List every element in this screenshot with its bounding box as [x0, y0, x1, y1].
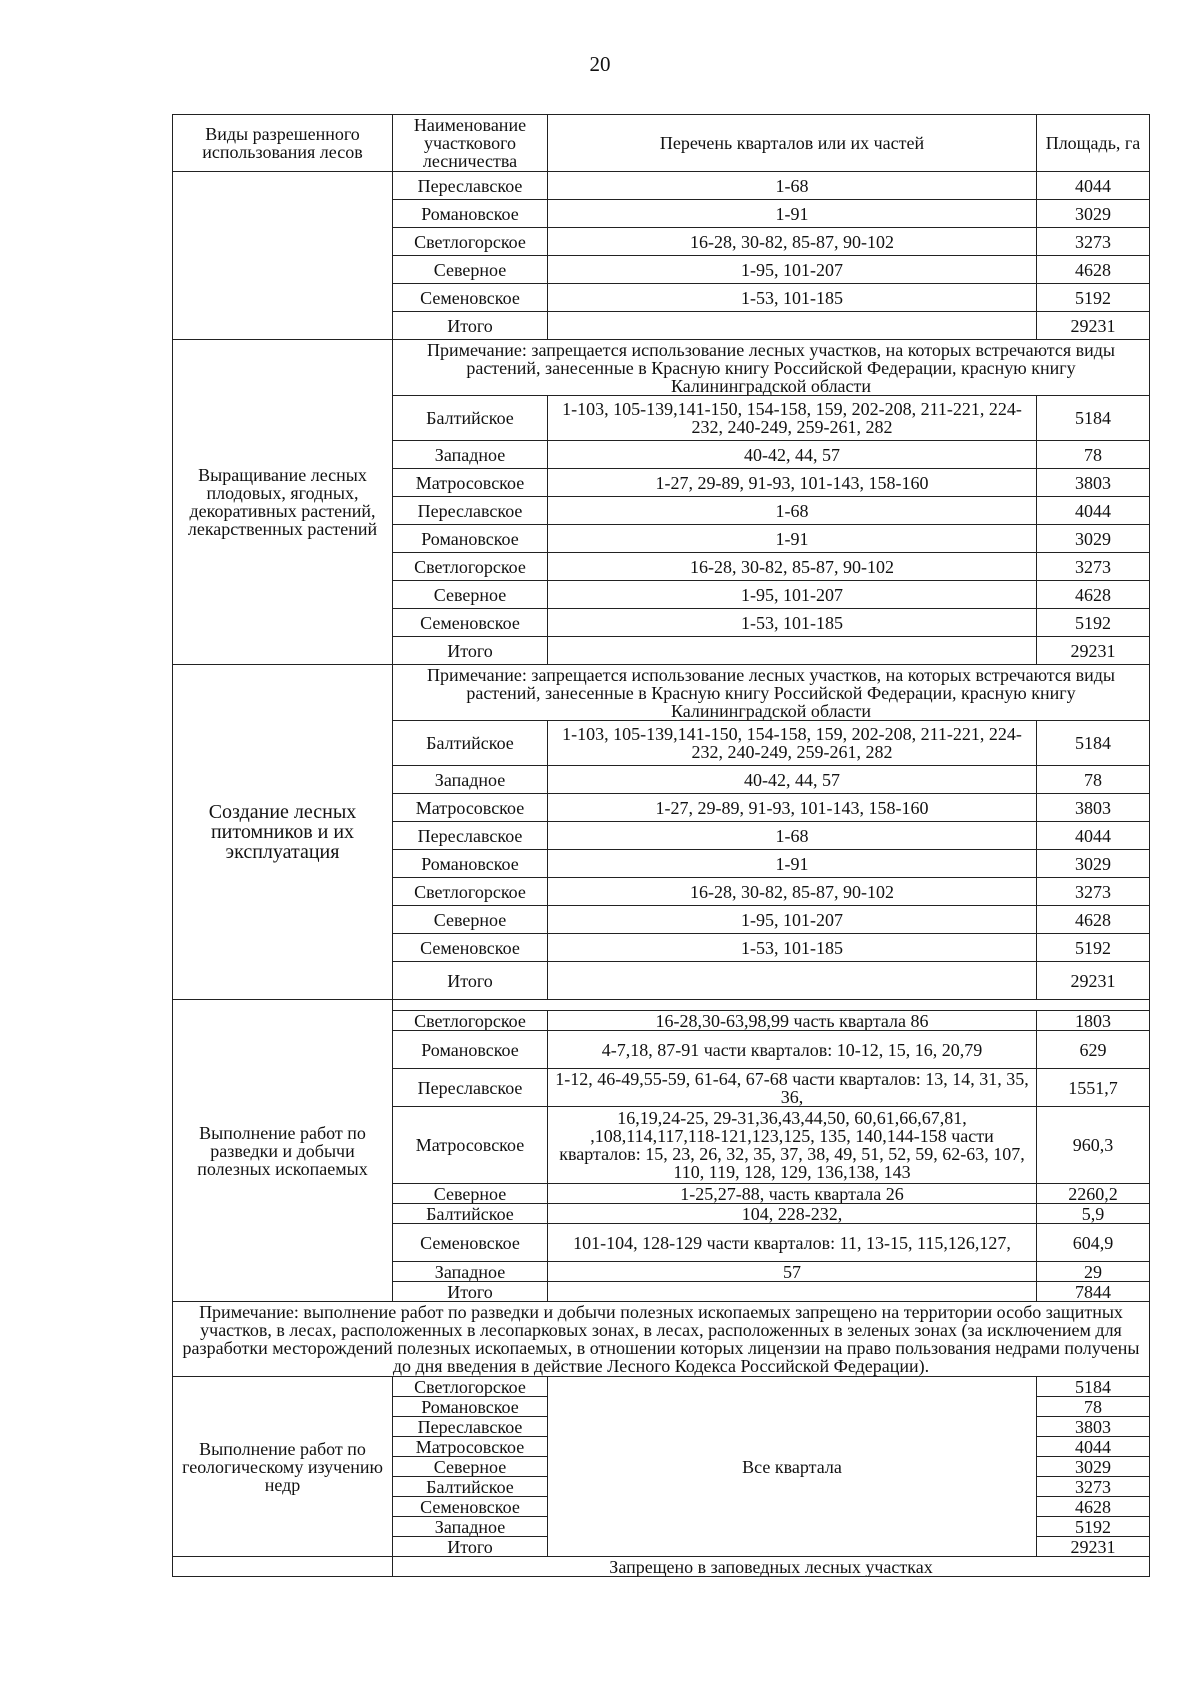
forestry-cell: Матросовское	[393, 469, 548, 497]
forestry-cell: Балтийское	[393, 1204, 548, 1224]
forestry-cell: Балтийское	[393, 1477, 548, 1497]
area-cell: 3029	[1037, 850, 1150, 878]
quarters-cell: 1-91	[548, 525, 1037, 553]
forestry-cell: Светлогорское	[393, 553, 548, 581]
quarters-cell: 1-68	[548, 822, 1037, 850]
empty-cell	[173, 1557, 393, 1577]
quarters-cell: 1-53, 101-185	[548, 284, 1037, 312]
quarters-cell: 16-28, 30-82, 85-87, 90-102	[548, 553, 1037, 581]
area-cell: 4628	[1037, 1497, 1150, 1517]
quarters-cell: 16-28,30-63,98,99 часть квартала 86	[548, 1011, 1037, 1031]
quarters-cell: 1-25,27-88, часть квартала 26	[548, 1184, 1037, 1204]
table-note-row	[173, 665, 1150, 721]
forestry-cell: Переславское	[393, 497, 548, 525]
area-cell: 3029	[1037, 525, 1150, 553]
forestry-cell: Северное	[393, 1457, 548, 1477]
forestry-cell: Переславское	[393, 822, 548, 850]
area-cell: 5,9	[1037, 1204, 1150, 1224]
forestry-cell: Романовское	[393, 525, 548, 553]
forestry-cell: Итого	[393, 637, 548, 665]
forestry-cell: Западное	[393, 766, 548, 794]
area-cell: 5184	[1037, 721, 1150, 766]
quarters-cell: 1-95, 101-207	[548, 906, 1037, 934]
area-cell: 1551,7	[1037, 1069, 1150, 1107]
quarters-cell: 104, 228-232,	[548, 1204, 1037, 1224]
area-cell: 78	[1037, 766, 1150, 794]
quarters-cell	[548, 962, 1037, 1000]
quarters-cell: 1-12, 46-49,55-59, 61-64, 67-68 части кварталов: 13, 14, 31, 35, 36,	[548, 1069, 1037, 1107]
forestry-cell: Матросовское	[393, 794, 548, 822]
quarters-cell: 1-103, 105-139,141-150, 154-158, 159, 202-208, 211-221, 224-232, 240-249, 259-261, 282	[548, 396, 1037, 441]
forestry-cell: Западное	[393, 1262, 548, 1282]
forestry-cell: Светлогорское	[393, 228, 548, 256]
forestry-cell: Балтийское	[393, 396, 548, 441]
quarters-cell: 40-42, 44, 57	[548, 766, 1037, 794]
note-cell: Примечание: выполнение работ по разведки и добычи полезных ископаемых запрещено на территории особо защитных участков, в лесах, расположенных в лесопарковых зонах, в лесах, расположенных в зеленых зонах (за исключением для разработки месторождений полезных ископаемых, в отношении которых лицензии на право пользования недрами получены до дня введения в действие Лесного Кодекса Российской Федерации).	[173, 1302, 1150, 1377]
area-cell: 5192	[1037, 609, 1150, 637]
forestry-cell: Семеновское	[393, 934, 548, 962]
forestry-cell: Светлогорское	[393, 1011, 548, 1031]
forestry-cell: Романовское	[393, 1397, 548, 1417]
forestry-cell: Северное	[393, 581, 548, 609]
area-cell: 29231	[1037, 637, 1150, 665]
forestry-cell: Светлогорское	[393, 878, 548, 906]
area-cell: 3273	[1037, 878, 1150, 906]
forestry-cell: Итого	[393, 1282, 548, 1302]
forestry-cell: Романовское	[393, 200, 548, 228]
header-area: Площадь, га	[1037, 115, 1150, 172]
area-cell: 3273	[1037, 228, 1150, 256]
area-cell: 78	[1037, 441, 1150, 469]
forestry-cell: Балтийское	[393, 721, 548, 766]
page-number: 20	[589, 52, 611, 76]
quarters-cell	[548, 637, 1037, 665]
area-cell: 4628	[1037, 256, 1150, 284]
table-row	[173, 1377, 1150, 1397]
area-cell: 4628	[1037, 581, 1150, 609]
table-footer-row	[173, 1557, 1150, 1577]
quarters-cell: 16,19,24-25, 29-31,36,43,44,50, 60,61,66,67,81, ,108,114,117,118-121,123,125, 135, 140,144-158 части кварталов: 15, 23, 26, 32, 35, 37, 38, 49, 51, 52, 59, 62-63, 107, 110, 119, 128, 129, 136,138, 143	[548, 1107, 1037, 1184]
quarters-cell	[548, 1282, 1037, 1302]
forestry-cell: Северное	[393, 1184, 548, 1204]
table-note-row	[173, 340, 1150, 396]
forestry-cell: Светлогорское	[393, 1377, 548, 1397]
quarters-cell: 1-68	[548, 172, 1037, 200]
quarters-cell: 1-68	[548, 497, 1037, 525]
area-cell: 4044	[1037, 1437, 1150, 1457]
forestry-cell: Матросовское	[393, 1437, 548, 1457]
quarters-cell: 101-104, 128-129 части кварталов: 11, 13-15, 115,126,127,	[548, 1224, 1037, 1262]
note-cell: Примечание: запрещается использование лесных участков, на которых встречаются виды растений, занесенные в Красную книгу Российской Федерации, красную книгу Калининградской области	[393, 340, 1150, 396]
quarters-cell: 1-53, 101-185	[548, 609, 1037, 637]
forest-use-table	[172, 114, 1150, 1577]
area-cell: 5192	[1037, 1517, 1150, 1537]
area-cell: 604,9	[1037, 1224, 1150, 1262]
quarters-cell: 16-28, 30-82, 85-87, 90-102	[548, 878, 1037, 906]
quarters-cell: 4-7,18, 87-91 части кварталов: 10-12, 15, 16, 20,79	[548, 1031, 1037, 1069]
area-cell: 3029	[1037, 200, 1150, 228]
forestry-cell: Итого	[393, 962, 548, 1000]
quarters-cell: 1-91	[548, 850, 1037, 878]
area-cell: 4044	[1037, 822, 1150, 850]
area-cell: 2260,2	[1037, 1184, 1150, 1204]
quarters-cell: 1-91	[548, 200, 1037, 228]
area-cell: 5184	[1037, 396, 1150, 441]
spacer-cell	[393, 1000, 1150, 1011]
area-cell: 1803	[1037, 1011, 1150, 1031]
quarters-cell: 1-95, 101-207	[548, 581, 1037, 609]
area-cell: 960,3	[1037, 1107, 1150, 1184]
note-cell: Примечание: запрещается использование лесных участков, на которых встречаются виды растений, занесенные в Красную книгу Российской Федерации, красную книгу Калининградской области	[393, 665, 1150, 721]
area-cell: 5192	[1037, 284, 1150, 312]
header-quarters: Перечень кварталов или их частей	[548, 115, 1037, 172]
forestry-cell: Западное	[393, 441, 548, 469]
forestry-cell: Семеновское	[393, 1224, 548, 1262]
area-cell: 3029	[1037, 1457, 1150, 1477]
area-cell: 629	[1037, 1031, 1150, 1069]
area-cell: 4044	[1037, 172, 1150, 200]
area-cell: 29231	[1037, 962, 1150, 1000]
area-cell: 5192	[1037, 934, 1150, 962]
forestry-cell: Семеновское	[393, 1497, 548, 1517]
activity-cell-continued	[173, 172, 393, 340]
activity-cell: Выращивание лесных плодовых, ягодных, декоративных растений, лекарственных растений	[173, 340, 393, 665]
area-cell: 3273	[1037, 1477, 1150, 1497]
forestry-cell: Северное	[393, 256, 548, 284]
table-note-row	[173, 1302, 1150, 1377]
quarters-cell: 1-27, 29-89, 91-93, 101-143, 158-160	[548, 469, 1037, 497]
forestry-cell: Итого	[393, 312, 548, 340]
quarters-cell: 57	[548, 1262, 1037, 1282]
forestry-cell: Западное	[393, 1517, 548, 1537]
area-cell: 3803	[1037, 794, 1150, 822]
quarters-cell: Все квартала	[548, 1377, 1037, 1557]
area-cell: 4044	[1037, 497, 1150, 525]
forestry-cell: Семеновское	[393, 609, 548, 637]
quarters-cell: 1-95, 101-207	[548, 256, 1037, 284]
table-spacer-row	[173, 1000, 1150, 1011]
forestry-cell: Переславское	[393, 1417, 548, 1437]
header-use-type: Виды разрешенного использования лесов	[173, 115, 393, 172]
forestry-cell: Семеновское	[393, 284, 548, 312]
area-cell: 29231	[1037, 312, 1150, 340]
quarters-cell: 1-53, 101-185	[548, 934, 1037, 962]
area-cell: 78	[1037, 1397, 1150, 1417]
forestry-cell: Романовское	[393, 1031, 548, 1069]
area-cell: 4628	[1037, 906, 1150, 934]
area-cell: 3273	[1037, 553, 1150, 581]
forestry-cell: Романовское	[393, 850, 548, 878]
footer-note-cell: Запрещено в заповедных лесных участках	[393, 1557, 1150, 1577]
activity-cell: Выполнение работ по разведки и добычи полезных ископаемых	[173, 1000, 393, 1302]
forestry-cell: Северное	[393, 906, 548, 934]
quarters-cell: 16-28, 30-82, 85-87, 90-102	[548, 228, 1037, 256]
activity-cell: Выполнение работ по геологическому изучению недр	[173, 1377, 393, 1557]
forestry-cell: Итого	[393, 1537, 548, 1557]
area-cell: 5184	[1037, 1377, 1150, 1397]
forestry-cell: Переславское	[393, 172, 548, 200]
area-cell: 3803	[1037, 469, 1150, 497]
activity-cell: Создание лесных питомников и их эксплуатация	[173, 665, 393, 1000]
area-cell: 3803	[1037, 1417, 1150, 1437]
quarters-cell	[548, 312, 1037, 340]
forestry-cell: Матросовское	[393, 1107, 548, 1184]
quarters-cell: 1-27, 29-89, 91-93, 101-143, 158-160	[548, 794, 1037, 822]
table-header-row	[173, 115, 1150, 172]
quarters-cell: 1-103, 105-139,141-150, 154-158, 159, 202-208, 211-221, 224-232, 240-249, 259-261, 282	[548, 721, 1037, 766]
forestry-cell: Переславское	[393, 1069, 548, 1107]
table-row	[173, 172, 1150, 200]
header-forestry: Наименование участкового лесничества	[393, 115, 548, 172]
area-cell: 29231	[1037, 1537, 1150, 1557]
area-cell: 29	[1037, 1262, 1150, 1282]
area-cell: 7844	[1037, 1282, 1150, 1302]
quarters-cell: 40-42, 44, 57	[548, 441, 1037, 469]
